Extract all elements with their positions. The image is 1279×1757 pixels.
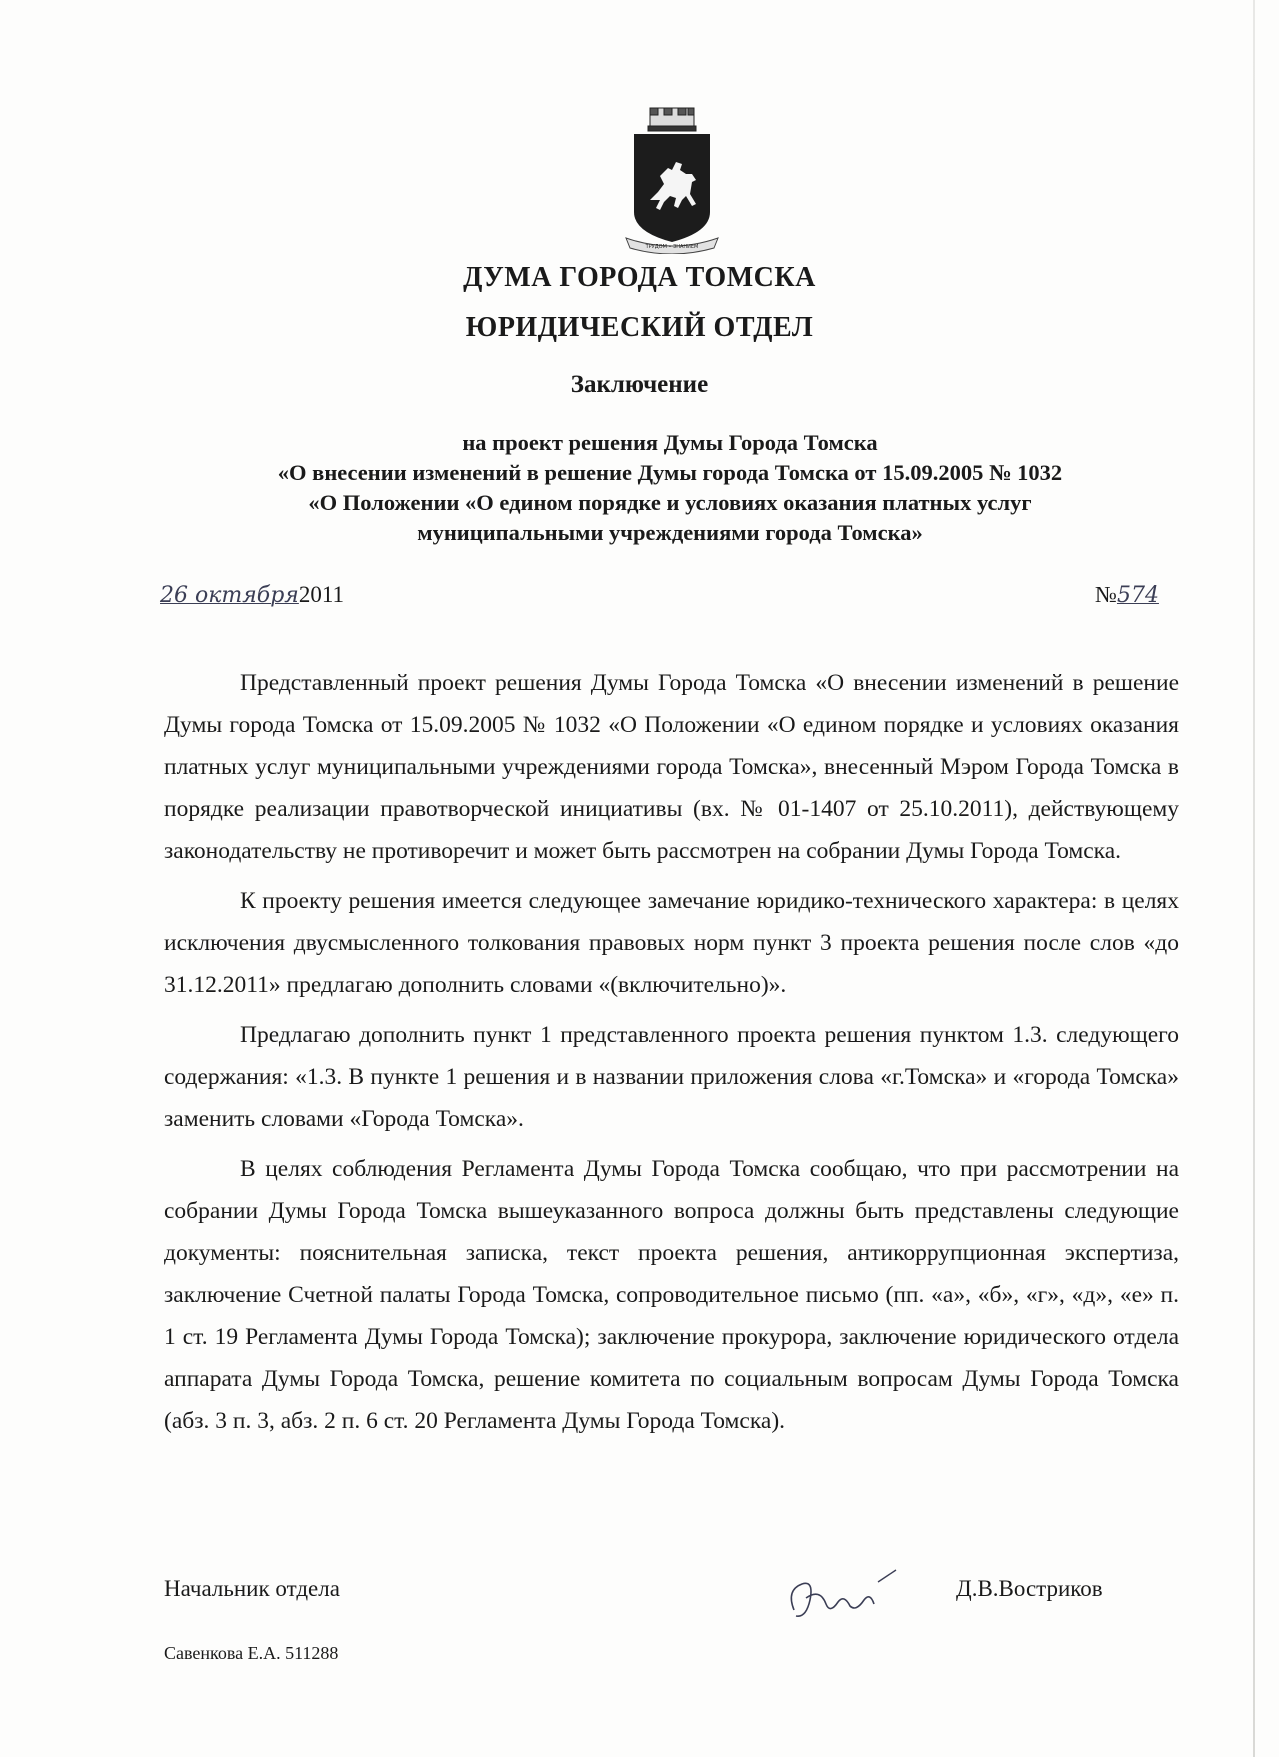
subject-line: «О Положении «О едином порядке и условиях оказания платных услуг <box>308 490 1032 515</box>
handwritten-date: 26 октября <box>160 583 299 608</box>
crown-icon <box>648 108 696 131</box>
body-paragraph: Предлагаю дополнить пункт 1 представленного проекта решения пунктом 1.3. следующего содержания: «1.3. В пункте 1 решения и в названии приложения слова «г.Томска» и «города Томска» заменить словами «Города Томска». <box>164 1022 1179 1132</box>
executor-info: Савенкова Е.А. 511288 <box>164 1643 339 1663</box>
signatory-position: Начальник отдела <box>164 1576 340 1601</box>
document-number <box>1095 582 1159 608</box>
document-title: Заключение <box>570 371 709 398</box>
date-year: 2011 <box>298 582 345 607</box>
organization-name: ДУМА ГОРОДА ТОМСКА <box>463 262 816 293</box>
body-paragraph: К проекту решения имеется следующее замечание юридико-технического характера: в целях исключения двусмысленного толкования правовых норм пункт 3 проекта решения после слов «до 31.12.2011» предлагаю дополнить словами «(включительно)». <box>164 888 1179 998</box>
signatory-name: Д.В.Востриков <box>956 1576 1103 1601</box>
subject-line: на проект решения Думы Города Томска <box>462 430 878 455</box>
subject-line: «О внесении изменений в решение Думы города Томска от 15.09.2005 № 1032 <box>277 460 1063 485</box>
number-prefix: № <box>1095 582 1117 607</box>
body-paragraph: Представленный проект решения Думы Города Томска «О внесении изменений в решение Думы города Томска от 15.09.2005 № 1032 «О Положении «О едином порядке и условиях оказания платных услуг муниципальными учреждениями города Томска», внесенный Мэром Города Томска в порядке реализации правотворческой инициативы (вх. № 01-1407 от 25.10.2011), действующему законодательству не противоречит и может быть рассмотрен на собрании Думы Города Томска. <box>164 670 1179 864</box>
body-paragraph: В целях соблюдения Регламента Думы Города Томска сообщаю, что при рассмотрении на собрании Думы Города Томска вышеуказанного вопроса должны быть представлены следующие документы: пояснительная записка, текст проекта решения, антикоррупционная экспертиза, заключение Счетной палаты Города Томска, сопроводительное письмо (пп. «а», «б», «г», «д», «е» п. 1 ст. 19 Регламента Думы Города Томска); заключение прокурора, заключение юридического отдела аппарата Думы Города Томска, решение комитета по социальным вопросам Думы Города Томска (абз. 3 п. 3, абз. 2 п. 6 ст. 20 Регламента Думы Города Томска). <box>164 1156 1179 1434</box>
handwritten-number: 574 <box>1116 583 1159 608</box>
coat-of-arms-icon <box>620 104 724 254</box>
department-name: ЮРИДИЧЕСКИЙ ОТДЕЛ <box>465 312 814 343</box>
handwritten-signature <box>780 1560 920 1630</box>
subject-line: муниципальными учреждениями города Томска» <box>417 520 923 545</box>
document-date <box>160 582 344 608</box>
document-subject <box>180 428 1160 548</box>
document-body <box>164 662 1179 1450</box>
svg-text:ТРУДОМ • ЗНАНИЕМ: ТРУДОМ • ЗНАНИЕМ <box>645 244 699 250</box>
